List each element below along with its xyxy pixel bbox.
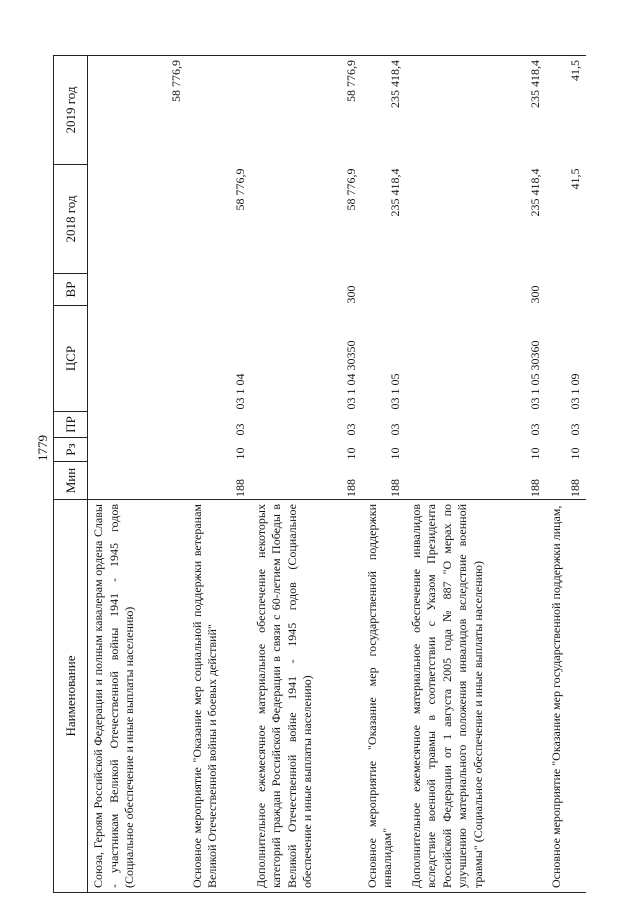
row-csr: 03 1 04 30350 [344,340,358,410]
row-vr [546,274,586,306]
row-min: 188 [528,479,542,497]
row-csr: 03 1 05 30360 [528,340,542,410]
row-min: 188 [388,479,402,497]
row-2019: 58 776,9 [251,56,362,165]
table-row [406,56,546,893]
row-pr: 03 [568,423,582,436]
header-name: Наименование [54,500,88,893]
table-row [362,56,406,893]
row-pr [88,412,187,438]
budget-table [53,55,586,893]
row-name: Основное мероприятие "Оказание мер государственной поддержки лицам, [546,500,586,893]
table-row [187,56,251,893]
row-rz: 10 [388,447,402,460]
row-pr: 03 [388,423,402,436]
row-rz: 10 [568,447,582,460]
header-vr: ВР [54,274,88,306]
row-csr: 03 1 05 [388,373,402,410]
table-header-row [54,56,88,893]
row-csr [88,306,187,412]
row-name: Основное мероприятие "Оказание мер социальной поддержки ветеранам Великой Отечественной войны и боевых действий" [187,500,251,893]
row-name: Основное мероприятие "Оказание мер государственной поддержки инвалидам" [362,500,406,893]
header-pr: ПР [54,412,88,438]
header-2019: 2019 год [54,56,88,165]
row-2019: 58 776,9 [88,56,187,165]
row-2019: 235 418,4 [362,56,406,165]
header-rz: Рз [54,438,88,462]
row-pr: 03 [233,423,247,436]
row-vr [88,274,187,306]
row-vr [187,274,251,306]
row-2019: 41,5 [546,56,586,165]
row-2019 [187,56,251,165]
row-vr [362,274,406,306]
header-csr: ЦСР [54,306,88,412]
table-row [546,56,586,893]
table-row [251,56,362,893]
row-rz [88,438,187,462]
row-min [88,462,187,500]
row-vr: 300 [344,285,358,304]
header-min: Мин [54,462,88,500]
row-2018: 235 418,4 [388,168,402,217]
row-rz: 10 [344,447,358,460]
row-2019: 235 418,4 [406,56,546,165]
row-2018: 41,5 [568,168,582,190]
row-min: 188 [568,479,582,497]
header-2018: 2018 год [54,165,88,274]
row-name: Дополнительное ежемесячное материальное обеспечение инвалидов вследствие военной травмы в соответствии с Указом Президента Российской Федерации от 1 августа 2005 года № 887 "О мерах по улучшению материального положения инвалидов вследствие военной травмы" (Социальное обеспечение и иные выплаты населению) [406,500,546,893]
row-2018: 58 776,9 [233,168,247,211]
row-2018 [88,165,187,274]
row-rz: 10 [233,447,247,460]
row-name: Союза, Героям Российской Федерации и полным кавалерам ордена Славы - участникам Великой Отечественной войны 1941 - 1945 годов (Социальное обеспечение и иные выплаты населению) [88,500,187,893]
row-2018: 58 776,9 [344,168,358,211]
row-name: Дополнительное ежемесячное материальное обеспечение некоторых категорий граждан Российской Федерации в связи с 60-летием Победы в Великой Отечественной войне 1941 - 1945 годов (Социальное обеспечение и иные выплаты населению) [251,500,362,893]
row-rz: 10 [528,447,542,460]
row-pr: 03 [528,423,542,436]
row-csr: 03 1 09 [568,373,582,410]
budget-table-sheet [53,56,599,893]
row-min: 188 [233,479,247,497]
row-csr: 03 1 04 [233,373,247,410]
table-row [88,56,187,893]
row-pr: 03 [344,423,358,436]
row-min: 188 [344,479,358,497]
row-vr: 300 [528,285,542,304]
row-2018: 235 418,4 [528,168,542,217]
page-number: 1779 [35,435,50,461]
